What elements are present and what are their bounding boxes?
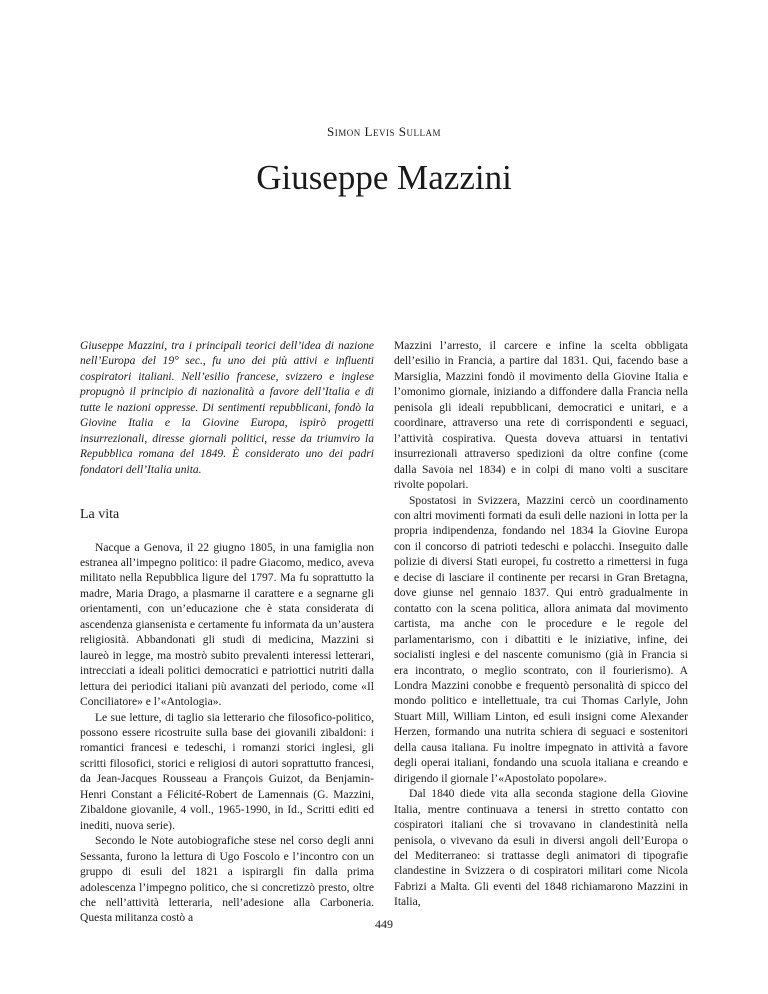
abstract: Giuseppe Mazzini, tra i principali teorici dell’idea di nazione nell’Europa del 19° sec., fu uno dei più attivi e influenti cospiratori italiani. Nell’esilio francese, svizzero e inglese propugnò il principio di nazionalità a favore dell’Italia e di tutte le nazioni oppresse. Di sentimenti repubblicani, fondò la Giovine Italia e la Giovine Europa, ispirò progetti insurrezionali, diresse giornali politici, resse da triumviro la Repubblica romana del 1849. È considerato uno dei padri fondatori dell’Italia unita. <box>80 340 374 476</box>
paragraph: Le sue letture, di taglio sia letterario che filosofico-politico, possono essere ricostruite sulla base dei giovanili zibaldoni: i romantici francesi e tedeschi, i romanzi storici inglesi, gli scritti filosofici, storici e religiosi di autori soprattutto francesi, da Jean-Jacques Rousseau a François Guizot, da Benjamin-Henri Constant a Félicité-Robert de Lamennais (G. Mazzini, Zibaldone giovanile, 4 voll., 1965-1990, in Id., Scritti editi ed inediti, nuova serie). <box>80 711 374 832</box>
paragraph: Mazzini l’arresto, il carcere e infine la scelta obbligata dell’esilio in Francia, a partire dal 1831. Qui, facendo base a Marsiglia, Mazzini fondò il movimento della Giovine Italia e l’omonimo giornale, iniziando a diffondere dalla Francia nella penisola gli ideali repubblicani, democratici e unitari, e a coordinare, attraverso una rete di corrispondenti e seguaci, l’attività cospirativa. Questa doveva attuarsi in tentativi insurrezionali attraverso spedizioni da oltre confine (come dalla Savoia nel 1834) e in colpi di mano volti a suscitare rivolte popolari. <box>394 340 688 492</box>
page-number: 449 <box>375 917 393 931</box>
article-title: Giuseppe Mazzini <box>256 158 512 197</box>
paragraph: Nacque a Genova, il 22 giugno 1805, in una famiglia non estranea all’impegno politico: il padre Giacomo, medico, aveva militato nella Repubblica ligure del 1797. Ma fu soprattutto la madre, Maria Drago, a plasmarne il carattere e a segnarne gli orientamenti, con un’educazione che è stata considerata di ascendenza giansenista e certamente fu informata da un’austera religiosità. Abbandonati gli studi di medicina, Mazzini si laureò in legge, ma mostrò subito prevalenti interessi letterari, intrecciati a ideali politici democratici e patriottici nutriti dalla lettura dei periodici italiani più avanzati del periodo, come «Il Conciliatore» e l’«Antologia». <box>80 541 374 709</box>
paragraph: Spostatosi in Svizzera, Mazzini cercò un coordinamento con altri movimenti formati da esuli delle nazioni in lotta per la propria indipendenza, fondando nel 1834 la Giovine Europa con il concorso di patrioti tedeschi e polacchi. Inseguito dalle polizie di diversi Stati europei, fu costretto a rimettersi in fuga e decise di lasciare il continente per recarsi in Gran Bretagna, dove giunse nel gennaio 1837. Qui entrò gradualmente in contatto con la scena politica, allora animata dal movimento cartista, ma anche con le procedure e le regole del parlamentarismo, con i dibattiti e le iniziative, infine, dei socialisti inglesi e del nascente comunismo (già in Francia si era incontrato, o meglio scontrato, con il fourierismo). A Londra Mazzini conobbe e frequentò personalità di spicco del mondo politico e intellettuale, tra cui Thomas Carlyle, John Stuart Mill, William Linton, ed esuli insigni come Alexander Herzen, formando una nutrita schiera di seguaci e sostenitori della causa italiana. Fu inoltre impegnato in attività a favore degli operai italiani, fondando una scuola italiana e creando e dirigendo il giornale l’«Apostolato popolare». <box>394 494 688 785</box>
paragraph: Secondo le Note autobiografiche stese nel corso degli anni Sessanta, furono la lettura di Ugo Foscolo e l’incontro con un gruppo di esuli del 1821 a ispirargli fin dalla prima adolescenza l’impegno politico, che si concretizzò presto, oltre che nell’attività letteraria, nell’adesione alla Carboneria. Questa militanza costò a <box>80 835 374 925</box>
right-column <box>394 339 688 911</box>
author-name: Simon Levis Sullam <box>327 124 441 139</box>
left-column <box>80 339 374 927</box>
section-heading: La vita <box>80 507 120 523</box>
paragraph: Dal 1840 diede vita alla seconda stagione della Giovine Italia, mentre continuava a tenersi in stretto contatto con cospiratori italiani che si trovavano in clandestinità nella penisola, o vivevano da esuli in diversi angoli dell’Europa o del Mediterraneo: si trattasse degli animatori di tipografie clandestine in Svizzera o di cospiratori militari come Nicola Fabrizi a Malta. Gli eventi del 1848 richiamarono Mazzini in Italia, <box>394 788 688 909</box>
